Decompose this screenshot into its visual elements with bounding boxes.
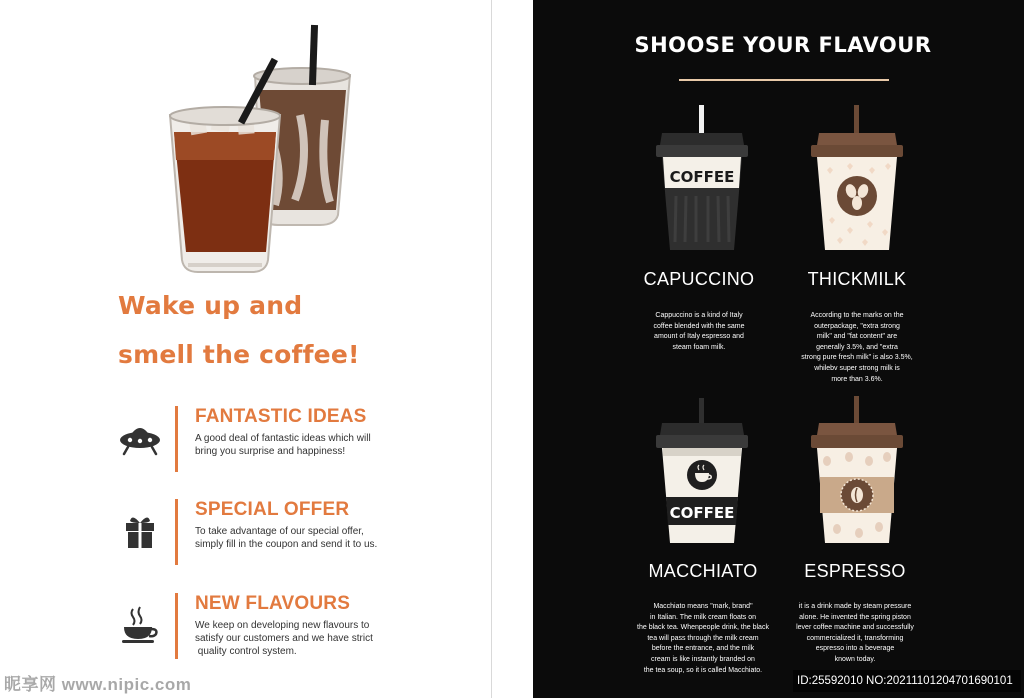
feature-new-flavours — [118, 593, 478, 659]
feature-title: NEW FLAVOURS — [195, 593, 351, 614]
ufo-icon — [118, 416, 162, 460]
flavour-name: MACCHIATO — [648, 561, 758, 581]
title-underline — [679, 79, 889, 81]
feature-description — [195, 525, 455, 551]
watermark-left: 昵享网 www.nipic.com — [4, 675, 192, 694]
page-gap — [492, 0, 533, 698]
feature-description-line: We keep on developing new flavours to — [195, 620, 370, 631]
feature-description — [195, 432, 455, 458]
headline-line-2: smell the coffee! — [118, 340, 360, 369]
feature-divider — [175, 499, 178, 565]
flavour-description: it is a drink made by steam pressure alone. He invented the spring piston lever coffee machine and successfully commercialized it, transforming espresso into a beverage known today. — [796, 603, 914, 663]
feature-fantastic-ideas — [118, 406, 478, 472]
left-page — [0, 0, 492, 698]
feature-description-line: satisfy our customers and we have strict — [195, 633, 373, 644]
watermark-right: ID:25592010 NO:20211101204701690101 — [793, 670, 1021, 692]
flavour-description: Cappuccino is a kind of Italy coffee blended with the same amount of Italy espresso and steam foam milk. — [653, 312, 745, 351]
flavour-name: CAPUCCINO — [643, 269, 755, 289]
flavour-description: Macchiato means "mark, brand" in Italian. The milk cream floats on the black tea. Whenpeople drink, the black tea will pass through the milk cream before the entrance, and the milk cream is like instantly branded on the tea soup, so it is called Macchiato. — [637, 603, 769, 674]
right-page — [533, 0, 1024, 698]
iced-coffee-illustration — [160, 20, 370, 280]
feature-description-line: simply fill in the coupon and send it to us. — [195, 539, 378, 550]
capuccino-cup-icon — [652, 100, 752, 260]
macchiato-cup-icon — [652, 393, 752, 553]
thickmilk-cup-icon — [807, 100, 907, 260]
cup-label: COFFEE — [669, 504, 735, 522]
cup-label: COFFEE — [669, 168, 735, 186]
flavour-name: THICKMILK — [807, 269, 907, 289]
feature-special-offer — [118, 499, 478, 565]
espresso-cup-icon — [807, 393, 907, 553]
feature-divider — [175, 593, 178, 659]
page-title: SHOOSE YOUR FLAVOUR — [634, 33, 932, 57]
gift-icon — [118, 509, 162, 553]
feature-divider — [175, 406, 178, 472]
feature-description — [195, 619, 455, 658]
feature-description-line: A good deal of fantastic ideas which will — [195, 433, 371, 444]
feature-description-line: quality control system. — [195, 646, 297, 657]
headline-line-1: Wake up and — [118, 291, 303, 320]
feature-description-line: bring you surprise and happiness! — [195, 446, 346, 457]
feature-title: FANTASTIC IDEAS — [195, 406, 367, 427]
feature-description-line: To take advantage of our special offer, — [195, 526, 364, 537]
flavour-name: ESPRESSO — [804, 561, 906, 581]
coffee-cup-icon — [118, 603, 162, 647]
flavour-description: According to the marks on the outerpackage, "extra strong milk" and "fat content" are generally 3.5%, and "extra strong pure fresh milk" is also 3.5%, whilebv super strong milk is more than 3.6%. — [801, 312, 913, 383]
feature-title: SPECIAL OFFER — [195, 499, 350, 520]
